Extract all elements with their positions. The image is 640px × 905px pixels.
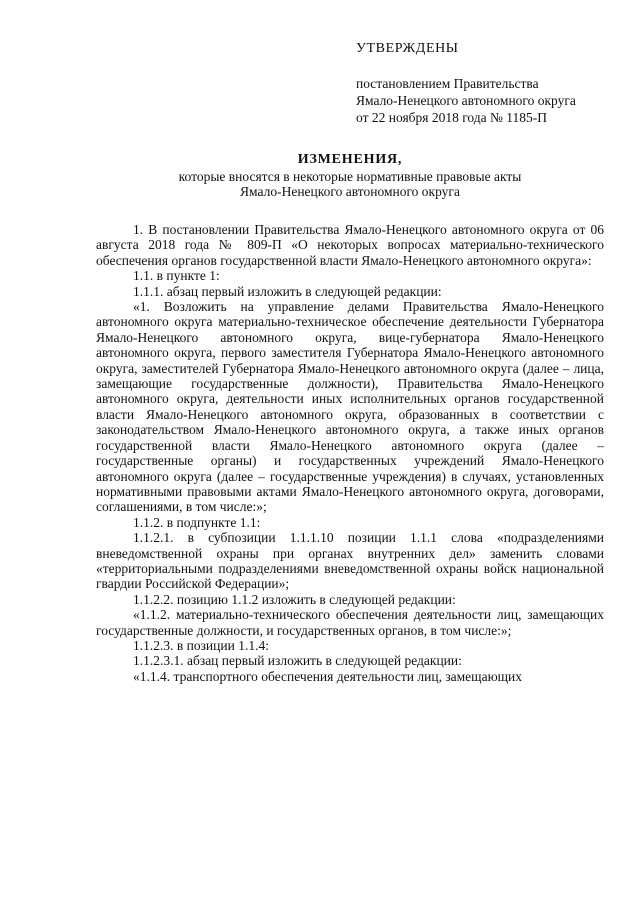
paragraph: 1.1.2.3.1. абзац первый изложить в следующей редакции:: [133, 653, 462, 669]
heading-title: ИЗМЕНЕНИЯ,: [297, 152, 403, 167]
paragraph: 1. В постановлении Правительства Ямало-Ненецкого автономного округа от 06 августа 2018 года № 809-П «О некоторых вопросах материально-технического обеспечения органов государственной власти Ямало-Ненецкого автономного округа»:: [96, 222, 604, 268]
paragraph: 1.1.2. в подпункте 1.1:: [133, 514, 261, 530]
approval-block: [356, 40, 616, 126]
paragraph: «1. Возложить на управление делами Правительства Ямало-Ненецкого автономного округа материально-техническое обеспечение деятельности Губернатора Ямало-Ненецкого автономного округа, вице-губернатора Ямало-Ненецкого автономного округа, первого заместителя Губернатора Ямало-Ненецкого автономного округа, заместителей Губернатора Ямало-Ненецкого автономного округа (далее – лица, замещающие государственные должности), Правительства Ямало-Ненецкого автономного округа, деятельности иных исполнительных органов государственной власти Ямало-Ненецкого автономного округа, образованных в соответствии с законодательством Ямало-Ненецкого автономного округа, а также иных органов государственной власти Ямало-Ненецкого автономного округа (далее – государственные органы) и государственных учреждений Ямало-Ненецкого автономного округа (далее – государственные учреждения) в случаях, установленных нормативными правовыми актами Ямало-Ненецкого автономного округа, договорами, соглашениями, в том числе:»;: [96, 299, 604, 515]
approval-line-1: постановлением Правительства: [356, 76, 539, 91]
approval-line-2: Ямало-Ненецкого автономного округа: [356, 93, 576, 108]
document-body: [96, 222, 604, 684]
heading-subtitle-1: которые вносятся в некоторые нормативные правовые акты: [178, 169, 522, 184]
paragraph: 1.1.1. абзац первый изложить в следующей редакции:: [133, 283, 442, 299]
paragraph: 1.1.2.2. позицию 1.1.2 изложить в следующей редакции:: [133, 591, 456, 607]
paragraph: 1.1.2.3. в позиции 1.1.4:: [133, 637, 269, 653]
approval-line-3: от 22 ноября 2018 года № 1185-П: [356, 110, 548, 125]
approval-title: УТВЕРЖДЕНЫ: [356, 41, 459, 56]
paragraph: «1.1.4. транспортного обеспечения деятельности лиц, замещающих: [133, 668, 523, 684]
paragraph: 1.1.2.1. в субпозиции 1.1.1.10 позиции 1.1.1 слова «подразделениями вневедомственной охраны при органах внутренних дел» заменить словами «территориальными подразделениями вневедомственной охраны войск национальной гвардии Российской Федерации»;: [96, 530, 604, 592]
paragraph: 1.1. в пункте 1:: [133, 268, 220, 284]
document-heading: [96, 152, 604, 199]
heading-subtitle-2: Ямало-Ненецкого автономного округа: [240, 184, 460, 199]
paragraph: «1.1.2. материально-технического обеспечения деятельности лиц, замещающих государственные должности, и государственных органов, в том числе:»;: [96, 607, 604, 638]
